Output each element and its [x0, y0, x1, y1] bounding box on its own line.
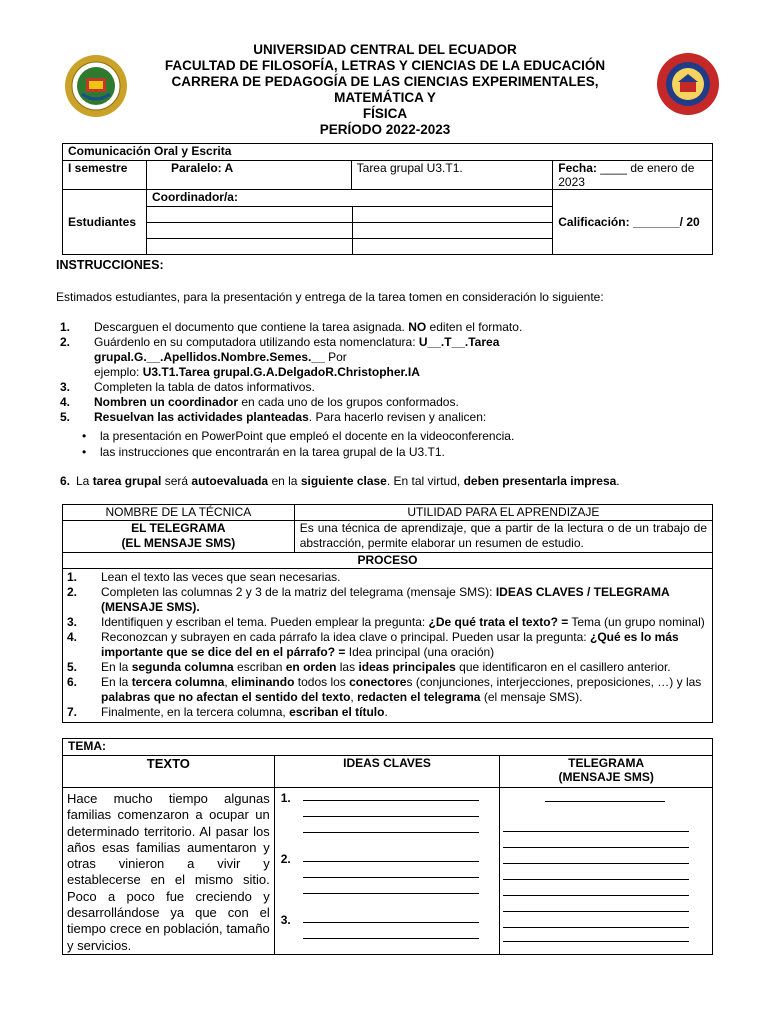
telegram-line[interactable]: [503, 911, 689, 912]
technique-utility: Es una técnica de aprendizaje, que a partir de la lectura o de un trabajo de abstracción, permite elaborar un resumen de estudio.: [294, 521, 712, 553]
telegram-line[interactable]: [503, 879, 689, 880]
career-name: CARRERA DE PEDAGOGÍA DE LAS CIENCIAS EXPERIMENTALES, MATEMÁTICA Y: [171, 74, 599, 105]
student-slot[interactable]: [353, 207, 552, 222]
idea-line[interactable]: [303, 893, 479, 894]
grade-total: 20: [686, 215, 700, 229]
idea-line[interactable]: [303, 938, 479, 939]
grade-cell: [553, 190, 713, 255]
bullet-item: • la presentación en PowerPoint que empleó el docente en la videoconferencia.: [82, 429, 515, 443]
idea-line[interactable]: [303, 922, 479, 923]
instruction-item: 2. Guárdenlo en su computadora utilizando esta nomenclatura: U__.T__.Tarea grupal.G.__.Apellidos.Nombre.Semes.__ Por ejemplo: U3.T1.Tarea grupal.G.A.DelgadoR.Christopher.IA: [60, 335, 500, 379]
bullet-item: • las instrucciones que encontrarán en la tarea grupal de la U3.T1.: [82, 445, 445, 459]
technique-table: [62, 504, 713, 723]
telegram-title-line[interactable]: [545, 801, 665, 802]
instruction-item: 4. Nombren un coordinador en cada uno de los grupos conformados.: [60, 395, 459, 409]
student-slot[interactable]: [353, 223, 552, 238]
career-name-cont: FÍSICA: [362, 106, 408, 121]
info-table: [62, 143, 713, 255]
bullet-list: [82, 428, 514, 460]
date-blank[interactable]: ____: [600, 161, 627, 175]
process-step: 4. Reconozcan y subrayen en cada párrafo la idea clave o principal. Pueden usar la pregunta: ¿Qué es lo más importante que se dice del en el párrafo? = Idea principal (una oración): [67, 630, 679, 659]
date-rest: de enero de 2023: [558, 161, 695, 189]
students-label: Estudiantes: [63, 190, 147, 255]
ideas-header: IDEAS CLAVES: [274, 756, 500, 788]
telegram-line[interactable]: [503, 863, 689, 864]
subject: Comunicación Oral y Escrita: [63, 144, 713, 161]
students-grid[interactable]: [146, 190, 552, 255]
student-slot[interactable]: [147, 207, 353, 222]
period: PERÍODO 2022-2023: [319, 122, 451, 137]
instruction-item: 1. Descarguen el documento que contiene la tarea asignada. NO editen el formato.: [60, 320, 523, 334]
semester: I semestre: [63, 161, 147, 190]
student-slot[interactable]: [147, 239, 353, 254]
idea-line[interactable]: [303, 800, 479, 801]
idea-line[interactable]: [303, 832, 479, 833]
idea-line[interactable]: [303, 877, 479, 878]
instruction-item: 5. Resuelvan las actividades planteadas. Para hacerlo revisen y analicen:: [60, 410, 487, 424]
technique-col-header: NOMBRE DE LA TÉCNICA: [63, 505, 295, 521]
instructions-intro: Estimados estudiantes, para la presentación y entrega de la tarea tomen en consideración lo siguiente:: [56, 290, 604, 304]
document-header: [130, 42, 640, 138]
process-step: 5. En la segunda columna escriban en orden las ideas principales que identificaron en el casillero anterior.: [67, 660, 671, 674]
source-text: Hace mucho tiempo algunas familias comenzaron a ocupar un determinado territorio. Al pasar los años esas familias aumentaron y otras vinieron a vivir y establecerse en el mismo sitio. Poco a poco fue creciendo y desarrollándose ya que con el tiempo crece en población, tamaño y servicios.: [63, 788, 275, 955]
process-step: 7. Finalmente, en la tercera columna, escriban el título.: [67, 705, 388, 719]
task-name: Tarea grupal U3.T1.: [351, 161, 553, 190]
tema-label[interactable]: TEMA:: [63, 739, 713, 756]
telegram-line[interactable]: [503, 847, 689, 848]
idea-number: 3.: [280, 913, 291, 927]
date-cell: [553, 161, 713, 190]
telegram-line[interactable]: [503, 927, 689, 928]
process-header: PROCESO: [63, 553, 713, 569]
telegram-cell[interactable]: [500, 788, 713, 955]
university-seal-logo: [64, 54, 128, 118]
process-step: 1. Lean el texto las veces que sean necesarias.: [67, 570, 341, 584]
telegram-header: TELEGRAMA (MENSAJE SMS): [500, 756, 713, 788]
process-step: 3. Identifiquen y escriban el tema. Pueden emplear la pregunta: ¿De qué trata el texto? = Tema (un grupo nominal): [67, 615, 705, 629]
instructions-title: INSTRUCCIONES:: [56, 258, 164, 272]
grade-blank[interactable]: _______/: [632, 215, 683, 229]
process-steps: [63, 569, 713, 723]
date-label: Fecha:: [558, 161, 597, 175]
telegram-line[interactable]: [503, 831, 689, 832]
student-slot[interactable]: [147, 223, 353, 238]
telegram-matrix: [62, 738, 713, 955]
technique-name: EL TELEGRAMA (EL MENSAJE SMS): [63, 521, 295, 553]
university-name: UNIVERSIDAD CENTRAL DEL ECUADOR: [253, 42, 517, 57]
parallel: Paralelo: A: [146, 161, 351, 190]
utility-col-header: UTILIDAD PARA EL APRENDIZAJE: [294, 505, 712, 521]
texto-header: TEXTO: [63, 756, 275, 788]
instruction-item-6: 6. La tarea grupal será autoevaluada en la siguiente clase. En tal virtud, deben presentarla impresa.: [60, 474, 620, 488]
idea-number: 1.: [280, 791, 291, 805]
coordinator-label: Coordinador/a:: [151, 190, 238, 204]
idea-line[interactable]: [303, 861, 479, 862]
process-step: 2. Completen las columnas 2 y 3 de la matriz del telegrama (mensaje SMS): IDEAS CLAVES / TELEGRAMA (MENSAJE SMS).: [67, 585, 670, 614]
faculty-seal-logo: [656, 52, 720, 116]
telegram-line[interactable]: [503, 941, 689, 942]
ideas-cell[interactable]: [274, 788, 500, 955]
process-step: 6. En la tercera columna, eliminando todos los conectores (conjunciones, interjecciones, preposiciones, …) y las palabras que no afectan el sentido del texto, redacten el telegrama (el mensaje SMS).: [67, 675, 702, 704]
instruction-item: 3. Completen la tabla de datos informativos.: [60, 380, 315, 394]
idea-number: 2.: [280, 852, 291, 866]
idea-line[interactable]: [303, 816, 479, 817]
instructions-list: [60, 320, 715, 425]
faculty-name: FACULTAD DE FILOSOFÍA, LETRAS Y CIENCIAS DE LA EDUCACIÓN: [164, 58, 606, 73]
telegram-line[interactable]: [503, 895, 689, 896]
grade-label: Calificación:: [558, 215, 630, 229]
student-slot[interactable]: [353, 239, 552, 254]
